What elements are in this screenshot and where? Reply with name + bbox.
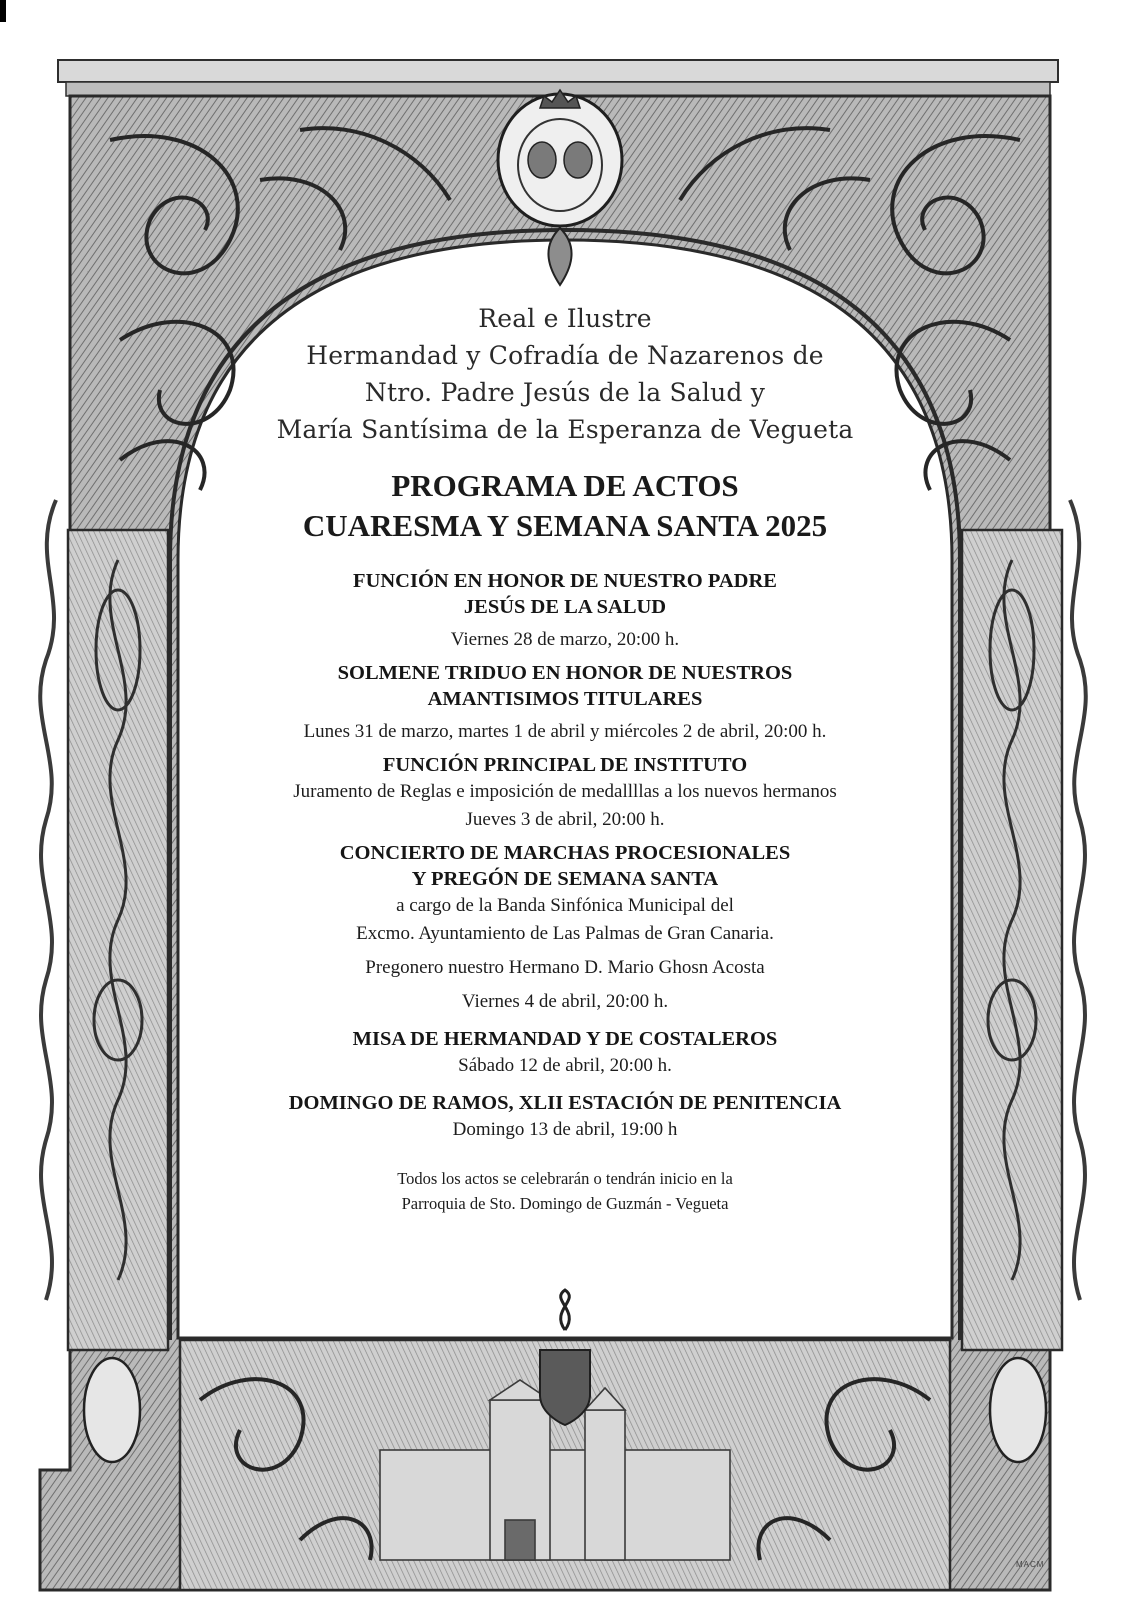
brotherhood-name-line-2: Hermandad y Cofradía de Nazarenos de bbox=[306, 341, 824, 370]
program-text-panel bbox=[180, 300, 950, 1216]
coat-of-arms-medallion bbox=[498, 90, 622, 285]
event-description: a cargo de la Banda Sinfónica Municipal del bbox=[396, 895, 734, 916]
event-title: AMANTISIMOS TITULARES bbox=[427, 688, 703, 710]
event-title: FUNCIÓN PRINCIPAL DE INSTITUTO bbox=[382, 754, 748, 776]
event-date: Domingo 13 de abril, 19:00 h bbox=[452, 1119, 678, 1140]
event-title: FUNCIÓN EN HONOR DE NUESTRO PADRE bbox=[353, 570, 777, 592]
event-funcion-principal bbox=[180, 752, 950, 834]
event-triduo bbox=[180, 660, 950, 746]
brotherhood-name-line-4: María Santísima de la Esperanza de Vegueta bbox=[276, 415, 854, 444]
event-funcion-jesus bbox=[180, 568, 950, 654]
program-title bbox=[180, 466, 950, 546]
event-date: Viernes 4 de abril, 20:00 h. bbox=[461, 991, 669, 1012]
left-monogram bbox=[84, 1358, 140, 1462]
event-concierto-pregon bbox=[180, 840, 950, 1016]
event-description: Juramento de Reglas e imposición de medallllas a los nuevos hermanos bbox=[293, 781, 837, 802]
brotherhood-name-line-1: Real e Ilustre bbox=[478, 304, 652, 333]
event-title: SOLMENE TRIDUO EN HONOR DE NUESTROS bbox=[337, 662, 793, 684]
event-title: MISA DE HERMANDAD Y DE COSTALEROS bbox=[352, 1028, 778, 1050]
event-misa-costaleros bbox=[180, 1026, 950, 1080]
event-description: Excmo. Ayuntamiento de Las Palmas de Gran Canaria. bbox=[356, 923, 774, 944]
right-monogram bbox=[990, 1358, 1046, 1462]
top-cornice bbox=[58, 60, 1058, 82]
program-title-line-1: PROGRAMA DE ACTOS bbox=[391, 468, 739, 503]
brotherhood-name-line-3: Ntro. Padre Jesús de la Salud y bbox=[364, 378, 766, 407]
event-date: Lunes 31 de marzo, martes 1 de abril y miércoles 2 de abril, 20:00 h. bbox=[303, 721, 827, 742]
event-title: CONCIERTO DE MARCHAS PROCESIONALES bbox=[339, 842, 791, 864]
footer-line-2: Parroquia de Sto. Domingo de Guzmán - Vegueta bbox=[401, 1194, 729, 1213]
event-date: Jueves 3 de abril, 20:00 h. bbox=[465, 809, 665, 830]
footer-line-1: Todos los actos se celebrarán o tendrán inicio en la bbox=[397, 1169, 733, 1188]
event-date: Viernes 28 de marzo, 20:00 h. bbox=[450, 629, 680, 650]
event-date: Sábado 12 de abril, 20:00 h. bbox=[458, 1055, 672, 1076]
event-description: Pregonero nuestro Hermano D. Mario Ghosn Acosta bbox=[365, 957, 765, 978]
event-domingo-ramos bbox=[180, 1090, 950, 1144]
program-title-line-2: CUARESMA Y SEMANA SANTA 2025 bbox=[302, 508, 828, 543]
event-title: Y PREGÓN DE SEMANA SANTA bbox=[411, 868, 719, 890]
event-title: JESÚS DE LA SALUD bbox=[463, 596, 667, 618]
artist-signature: MACM bbox=[1016, 1560, 1045, 1569]
event-title: DOMINGO DE RAMOS, XLII ESTACIÓN DE PENITENCIA bbox=[288, 1092, 842, 1114]
bottom-shield bbox=[540, 1290, 590, 1425]
